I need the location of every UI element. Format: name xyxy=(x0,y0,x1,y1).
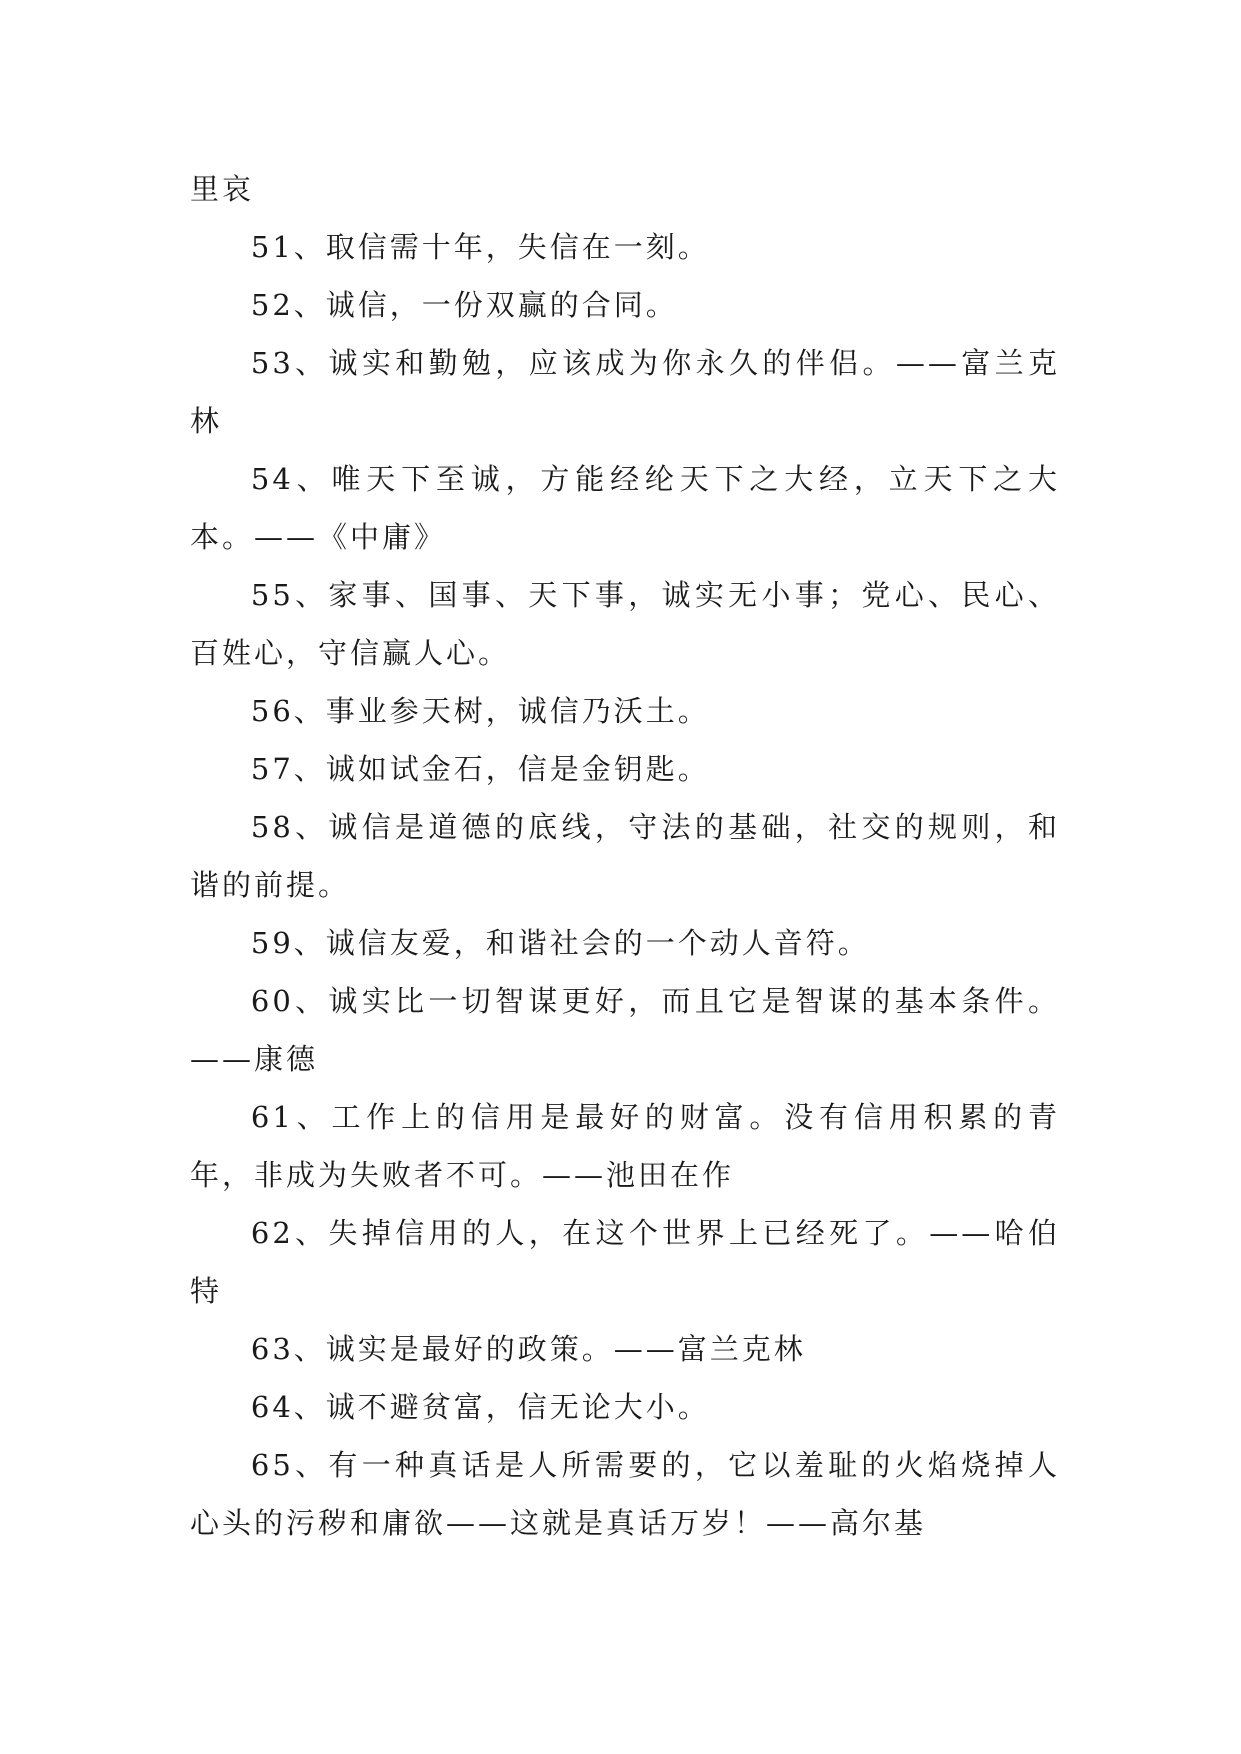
quote-53: 53、诚实和勤勉，应该成为你永久的伴侣。——富兰克林 xyxy=(190,346,1060,438)
quote-64: 64、诚不避贫富，信无论大小。 xyxy=(250,1390,710,1424)
quote-56: 56、事业参天树，诚信乃沃土。 xyxy=(250,694,710,728)
quote-63: 63、诚实是最好的政策。——富兰克林 xyxy=(250,1332,806,1366)
quote-54: 54、唯天下至诚，方能经纶天下之大经，立天下之大本。——《中庸》 xyxy=(190,462,1060,554)
quote-60: 60、诚实比一切智谋更好，而且它是智谋的基本条件。——康德 xyxy=(190,984,1060,1076)
quote-62: 62、失掉信用的人，在这个世界上已经死了。——哈伯特 xyxy=(190,1216,1060,1308)
quote-57: 57、诚如试金石，信是金钥匙。 xyxy=(250,752,710,786)
quote-52: 52、诚信，一份双赢的合同。 xyxy=(250,288,678,322)
quote-61: 61、工作上的信用是最好的财富。没有信用积累的青年，非成为失败者不可。——池田在作 xyxy=(190,1100,1060,1192)
paragraph-continuation: 里哀 xyxy=(190,172,255,206)
quote-59: 59、诚信友爱，和谐社会的一个动人音符。 xyxy=(250,926,870,960)
quote-51: 51、取信需十年，失信在一刻。 xyxy=(250,230,710,264)
quote-58: 58、诚信是道德的底线，守法的基础，社交的规则，和谐的前提。 xyxy=(190,810,1060,902)
document-body xyxy=(190,160,1060,1552)
quote-55: 55、家事、国事、天下事，诚实无小事；党心、民心、百姓心，守信赢人心。 xyxy=(190,578,1060,670)
quote-65: 65、有一种真话是人所需要的，它以羞耻的火焰烧掉人心头的污秽和庸欲——这就是真话万岁！——高尔基 xyxy=(190,1448,1060,1540)
